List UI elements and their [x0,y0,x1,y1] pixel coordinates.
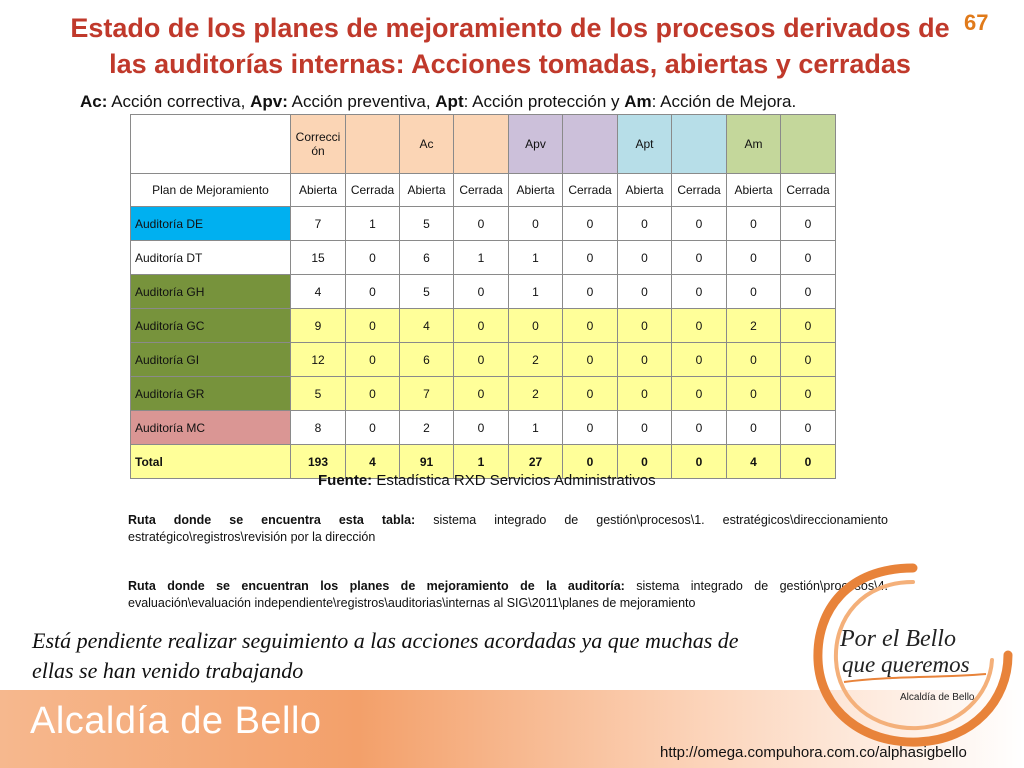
plans-path-label: Ruta donde se encuentran los planes de mejoramiento de la auditoría: [128,579,625,593]
group-header: Am [727,115,781,174]
table-row [131,207,836,241]
col-header: Cerrada [346,174,400,207]
action-plans-table [130,114,836,479]
cell-value: 0 [563,411,618,445]
cell-value: 2 [509,377,563,411]
cell-value: 0 [781,309,836,343]
cell-value: 0 [509,309,563,343]
cell-value: 0 [781,445,836,479]
cell-value: 0 [618,411,672,445]
cell-value: 1 [509,275,563,309]
row-label: Auditoría GH [131,275,291,309]
col-header: Abierta [291,174,346,207]
row-label: Auditoría DT [131,241,291,275]
cell-value: 0 [727,275,781,309]
cell-value: 0 [781,343,836,377]
cell-value: 0 [781,241,836,275]
cell-value: 0 [563,241,618,275]
col-header-plan: Plan de Mejoramiento [131,174,291,207]
cell-value: 0 [346,377,400,411]
table-path-label: Ruta donde se encuentra esta tabla: [128,513,416,527]
row-label: Auditoría MC [131,411,291,445]
cell-value: 0 [618,377,672,411]
cell-value: 4 [727,445,781,479]
cell-value: 1 [509,411,563,445]
page-number: 67 [964,10,989,35]
cell-value: 0 [781,275,836,309]
follow-up-note: Está pendiente realizar seguimiento a las acciones acordadas ya que muchas de ellas se han venido trabajando [32,628,739,683]
cell-value: 6 [400,241,454,275]
group-header [346,115,400,174]
cell-value: 2 [727,309,781,343]
cell-value: 0 [672,309,727,343]
source-text: Estadística RXD Servicios Administrativos [372,472,656,489]
cell-value: 0 [781,207,836,241]
table-path-text: sistema integrado de gestión\procesos\1. estratégicos\direccionamiento estratégico\registros\revisión por la dirección [128,513,888,544]
table-row [131,343,836,377]
table-group-header-row [131,115,836,174]
cell-value: 0 [454,411,509,445]
cell-value: 1 [454,445,509,479]
cell-value: 0 [618,275,672,309]
legend-apv-text: Acción preventiva, [287,92,436,111]
cell-value: 0 [618,241,672,275]
cell-value: 0 [672,275,727,309]
legend-am-abbr: Am [624,92,652,111]
table-corner-cell [131,115,291,174]
table-path-note [128,512,888,546]
cell-value: 5 [400,207,454,241]
title-line-1: Estado de los planes de mejoramiento de los procesos derivados de [70,13,950,43]
legend-am-text: : Acción de Mejora. [651,92,797,111]
cell-value: 2 [400,411,454,445]
table-row [131,241,836,275]
cell-value: 7 [291,207,346,241]
cell-value: 0 [346,343,400,377]
cell-value: 0 [454,275,509,309]
legend-ac-abbr: Ac: [80,92,108,111]
group-header [454,115,509,174]
legend-apt-text: : Acción protección y [463,92,625,111]
cell-value: 0 [672,241,727,275]
table-row [131,309,836,343]
cell-value: 0 [781,377,836,411]
logo-line-2: que queremos [842,652,970,677]
cell-value: 0 [727,207,781,241]
footer-brand: Alcaldía de Bello [30,700,322,742]
cell-value: 0 [346,241,400,275]
cell-value: 193 [291,445,346,479]
cell-value: 0 [346,309,400,343]
cell-value: 12 [291,343,346,377]
group-header: Apv [509,115,563,174]
source-note [318,472,656,489]
row-label: Auditoría DE [131,207,291,241]
table-row [131,411,836,445]
cell-value: 0 [618,343,672,377]
cell-value: 0 [563,207,618,241]
cell-value: 0 [781,411,836,445]
cell-value: 91 [400,445,454,479]
cell-value: 0 [727,377,781,411]
cell-value: 0 [672,207,727,241]
cell-value: 0 [672,445,727,479]
group-header: Apt [618,115,672,174]
cell-value: 0 [509,207,563,241]
cell-value: 0 [346,275,400,309]
cell-value: 5 [291,377,346,411]
cell-value: 0 [618,445,672,479]
cell-value: 2 [509,343,563,377]
col-header: Cerrada [672,174,727,207]
cell-value: 15 [291,241,346,275]
plans-path-text: sistema integrado de gestión\procesos\4. evaluación\evaluación independiente\registros\auditorias\internas al SIG\2011\planes de mejoramiento [128,579,889,610]
cell-value: 4 [400,309,454,343]
table-row [131,275,836,309]
cell-value: 4 [291,275,346,309]
row-label: Auditoría GC [131,309,291,343]
cell-value: 0 [454,309,509,343]
group-header: Ac [400,115,454,174]
col-header: Cerrada [454,174,509,207]
cell-value: 0 [672,343,727,377]
table-row [131,377,836,411]
footer-url: http://omega.compuhora.com.co/alphasigbello [660,744,967,761]
cell-value: 6 [400,343,454,377]
title-line-2: las auditorías internas: Acciones tomadas, abiertas y cerradas [109,49,911,79]
col-header: Abierta [618,174,672,207]
cell-value: 0 [454,343,509,377]
source-label: Fuente: [318,472,373,489]
table-subheader-row [131,174,836,207]
cell-value: 27 [509,445,563,479]
cell-value: 0 [618,207,672,241]
cell-value: 0 [672,411,727,445]
cell-value: 1 [346,207,400,241]
row-label: Auditoría GR [131,377,291,411]
legend [80,92,796,112]
legend-apv-abbr: Apv: [250,92,288,111]
col-header: Abierta [400,174,454,207]
cell-value: 0 [727,411,781,445]
slide-title [60,10,960,82]
cell-value: 0 [454,377,509,411]
cell-value: 1 [509,241,563,275]
cell-value: 1 [454,241,509,275]
group-header [672,115,727,174]
row-label: Total [131,445,291,479]
cell-value: 0 [672,377,727,411]
group-header [781,115,836,174]
cell-value: 0 [454,207,509,241]
col-header: Abierta [509,174,563,207]
group-header: Correcci ón [291,115,346,174]
por-el-bello-logo [808,560,1018,750]
col-header: Cerrada [563,174,618,207]
cell-value: 0 [346,411,400,445]
cell-value: 5 [400,275,454,309]
cell-value: 0 [563,275,618,309]
cell-value: 7 [400,377,454,411]
legend-apt-abbr: Apt [435,92,464,111]
logo-line-1: Por el Bello [840,626,956,652]
legend-ac-text: Acción correctiva, [107,92,251,111]
group-header [563,115,618,174]
plans-path-note [128,578,888,612]
cell-value: 0 [563,377,618,411]
cell-value: 0 [618,309,672,343]
cell-value: 0 [563,343,618,377]
row-label: Auditoría GI [131,343,291,377]
cell-value: 0 [727,343,781,377]
cell-value: 0 [727,241,781,275]
logo-line-3: Alcaldía de Bello [900,692,975,703]
col-header: Abierta [727,174,781,207]
cell-value: 4 [346,445,400,479]
cell-value: 9 [291,309,346,343]
cell-value: 0 [563,445,618,479]
cell-value: 0 [563,309,618,343]
cell-value: 8 [291,411,346,445]
col-header: Cerrada [781,174,836,207]
